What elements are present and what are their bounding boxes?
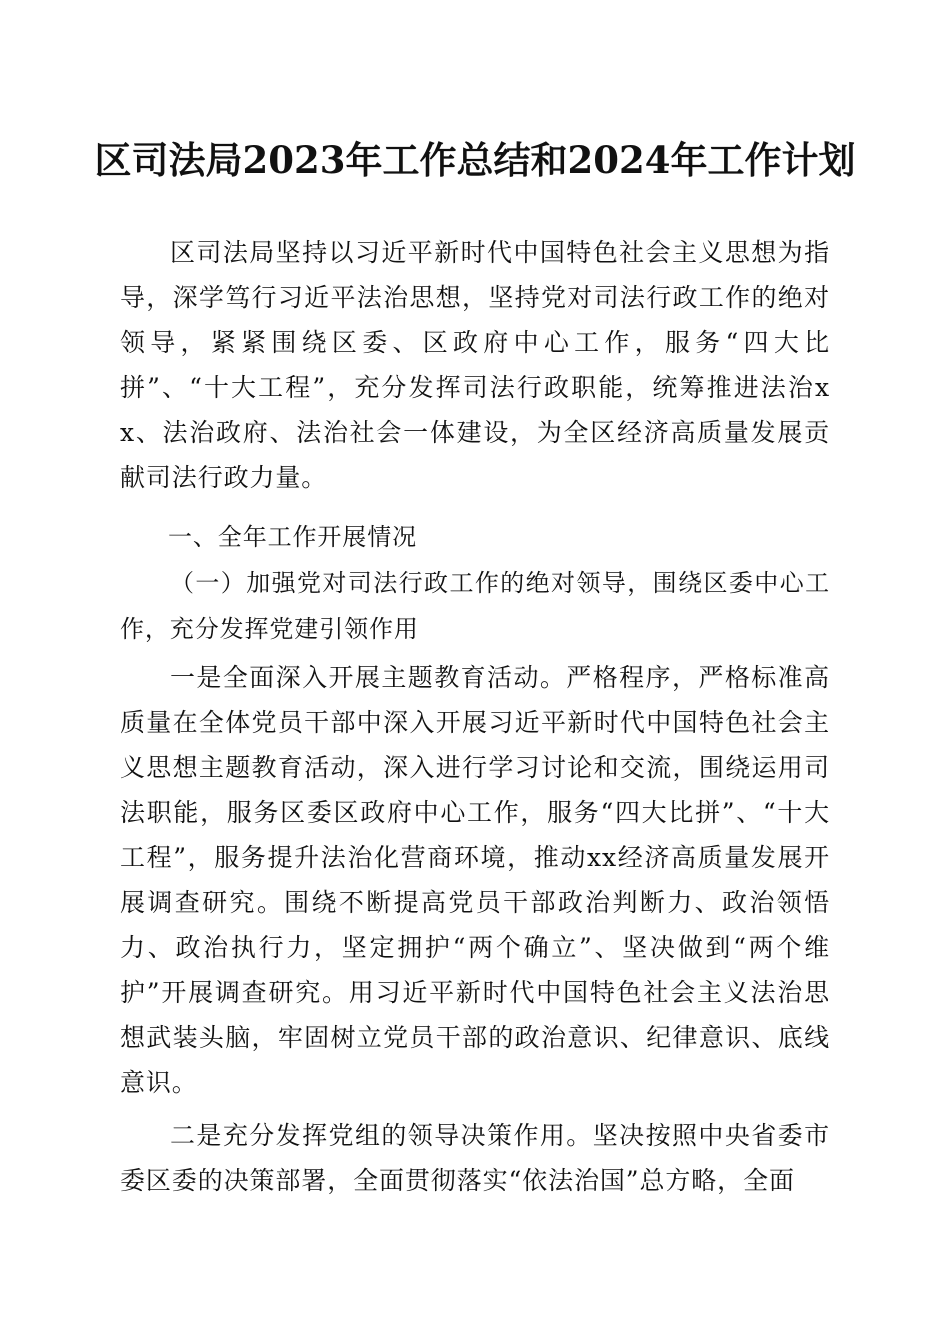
section-heading: 一、全年工作开展情况 bbox=[168, 523, 417, 551]
item-2-lead: 二是充分发挥党组的领导决策作用。 bbox=[170, 1121, 593, 1150]
document-title: 区司法局2023年工作总结和2024年工作计划 bbox=[94, 138, 856, 182]
intro-paragraph: 区司法局坚持以习近平新时代中国特色社会主义思想为指导，深学笃行习近平法治思想，坚持党对司法行政工作的绝对领导，紧紧围绕区委、区政府中心工作，服务“四大比拼”、“十大工程”，充分发挥司法行政职能，统筹推进法治xx、法治政府、法治社会一体建设，为全区经济高质量发展贡献司法行政力量。 bbox=[120, 238, 830, 492]
document-body bbox=[120, 230, 830, 1203]
item-1-lead: 一是全面深入开展主题教育活动。 bbox=[170, 663, 567, 692]
item-1-paragraph bbox=[120, 655, 830, 1105]
subsection-heading bbox=[120, 560, 830, 652]
item-2-paragraph bbox=[120, 1113, 830, 1203]
subsection-heading-text: （一）加强党对司法行政工作的绝对领导，围绕区委中心工作，充分发挥党建引领作用 bbox=[120, 569, 830, 643]
item-1-text: 严格程序，严格标准高质量在全体党员干部中深入开展习近平新时代中国特色社会主义思想主题教育活动，深入进行学习讨论和交流，围绕运用司法职能，服务区委区政府中心工作，服务“四大比拼”、“十大工程”，服务提升法治化营商环境，推动xx经济高质量发展开展调查研究。围绕不断提高党员干部政治判断力、政治领悟力、政治执行力，坚定拥护“两个确立”、坚决做到“两个维护”开展调查研究。用习近平新时代中国特色社会主义法治思想武装头脑，牢固树立党员干部的政治意识、纪律意识、底线意识。 bbox=[120, 663, 830, 1097]
item-2-text: 坚决按照中央省委市委区委的决策部署，全面贯彻落实“依法治国”总方略，全面 bbox=[120, 1121, 830, 1195]
